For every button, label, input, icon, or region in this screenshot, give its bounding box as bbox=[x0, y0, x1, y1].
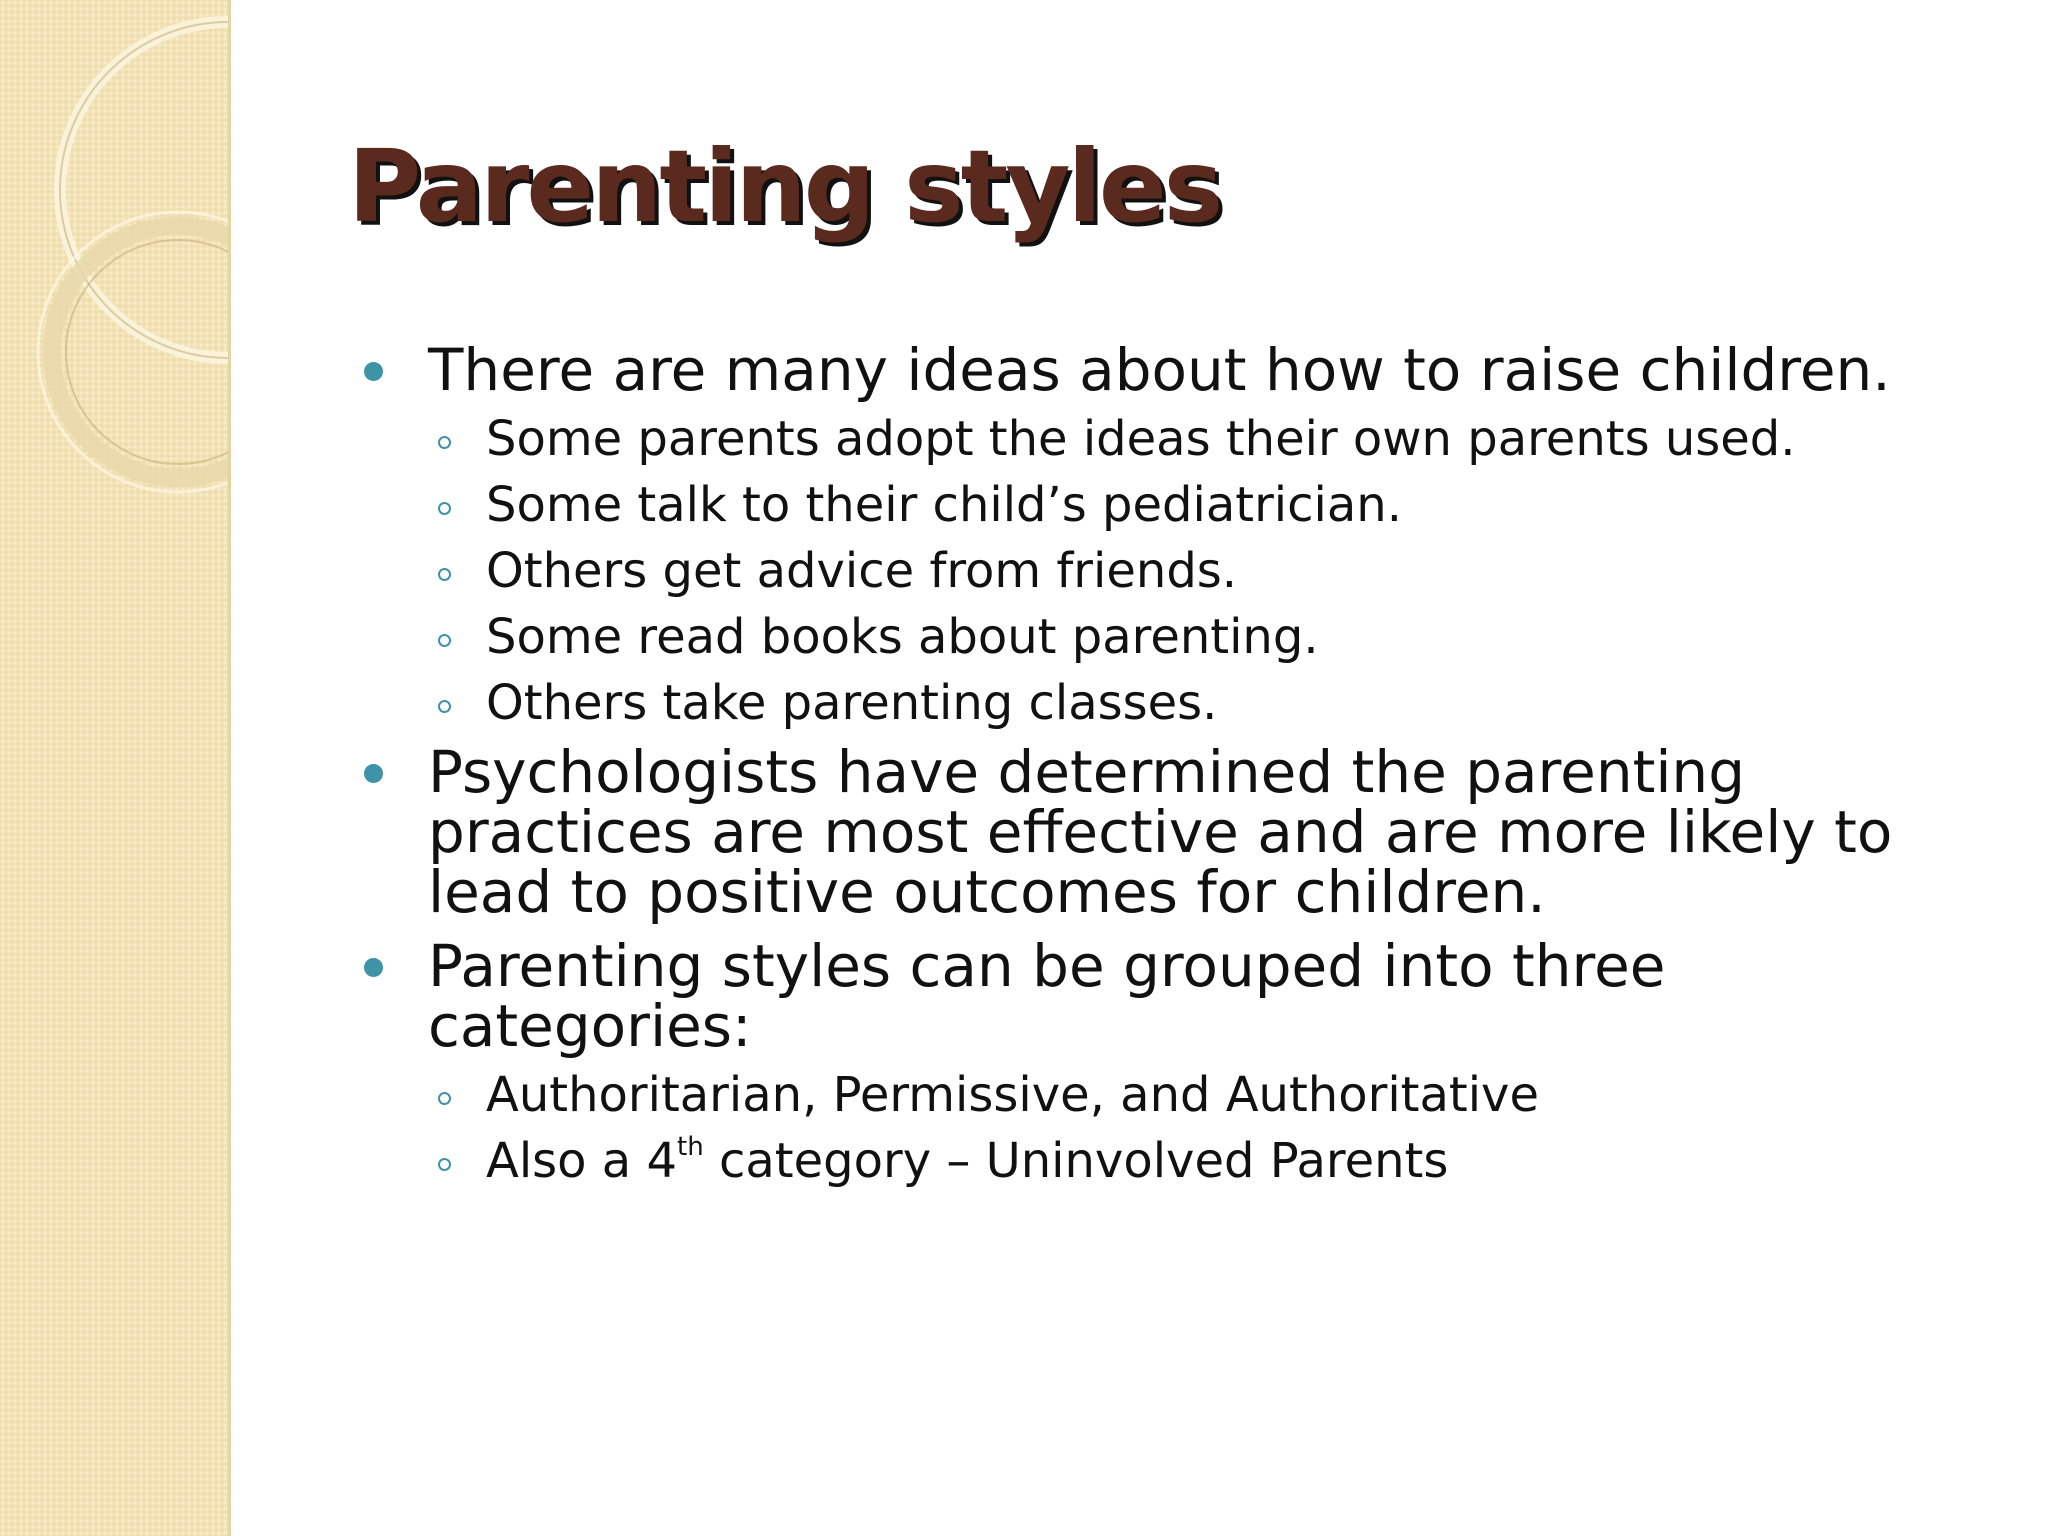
sub-bullet-ring-icon bbox=[438, 634, 451, 647]
sub-bullet-text: Others take parenting classes. bbox=[486, 675, 1218, 731]
bullet-1 bbox=[360, 336, 2000, 404]
bullet-1-text: There are many ideas about how to raise children. bbox=[428, 336, 1891, 404]
sub-bullet-text: Some read books about parenting. bbox=[486, 609, 1319, 665]
slide-body bbox=[360, 336, 2000, 1194]
slide-title: Parenting styles bbox=[348, 128, 1221, 245]
bullet-3 bbox=[360, 932, 2000, 1060]
sub-bullet-ring-icon bbox=[438, 502, 451, 515]
sub-bullet bbox=[360, 670, 2000, 736]
bullet-2 bbox=[360, 738, 2000, 926]
sub-bullet-ring-icon bbox=[438, 1092, 451, 1105]
bullet-dot-icon bbox=[364, 764, 383, 783]
sub-bullet-text: Some parents adopt the ideas their own parents used. bbox=[486, 411, 1796, 467]
bullet-2-text: Psychologists have determined the parenting practices are most effective and are more likely to lead to positive outcomes for children. bbox=[428, 738, 1893, 926]
sub-bullet bbox=[360, 604, 2000, 670]
bullet-dot-icon bbox=[364, 958, 383, 977]
decorative-rings-icon bbox=[0, 0, 228, 520]
sub-bullet-ring-icon bbox=[438, 1158, 451, 1171]
decorative-side-panel bbox=[0, 0, 231, 1536]
sub-bullet bbox=[360, 538, 2000, 604]
sub-bullet-ring-icon bbox=[438, 700, 451, 713]
sub-bullet-text-before: Also a 4 bbox=[486, 1133, 678, 1189]
sub-bullet-text: Authoritarian, Permissive, and Authoritative bbox=[486, 1067, 1539, 1123]
sub-bullet-ring-icon bbox=[438, 436, 451, 449]
sub-bullet-text-after: category – Uninvolved Parents bbox=[703, 1133, 1449, 1189]
ordinal-superscript: th bbox=[677, 1132, 704, 1162]
sub-bullet-text: Others get advice from friends. bbox=[486, 543, 1238, 599]
sub-bullet bbox=[360, 1128, 2000, 1194]
sub-bullet bbox=[360, 406, 2000, 472]
bullet-3-text: Parenting styles can be grouped into three categories: bbox=[428, 932, 1666, 1060]
sub-bullet bbox=[360, 1062, 2000, 1128]
sub-bullet bbox=[360, 472, 2000, 538]
sub-bullet-text: Some talk to their child’s pediatrician. bbox=[486, 477, 1402, 533]
sub-bullet-ring-icon bbox=[438, 568, 451, 581]
bullet-dot-icon bbox=[364, 362, 383, 381]
